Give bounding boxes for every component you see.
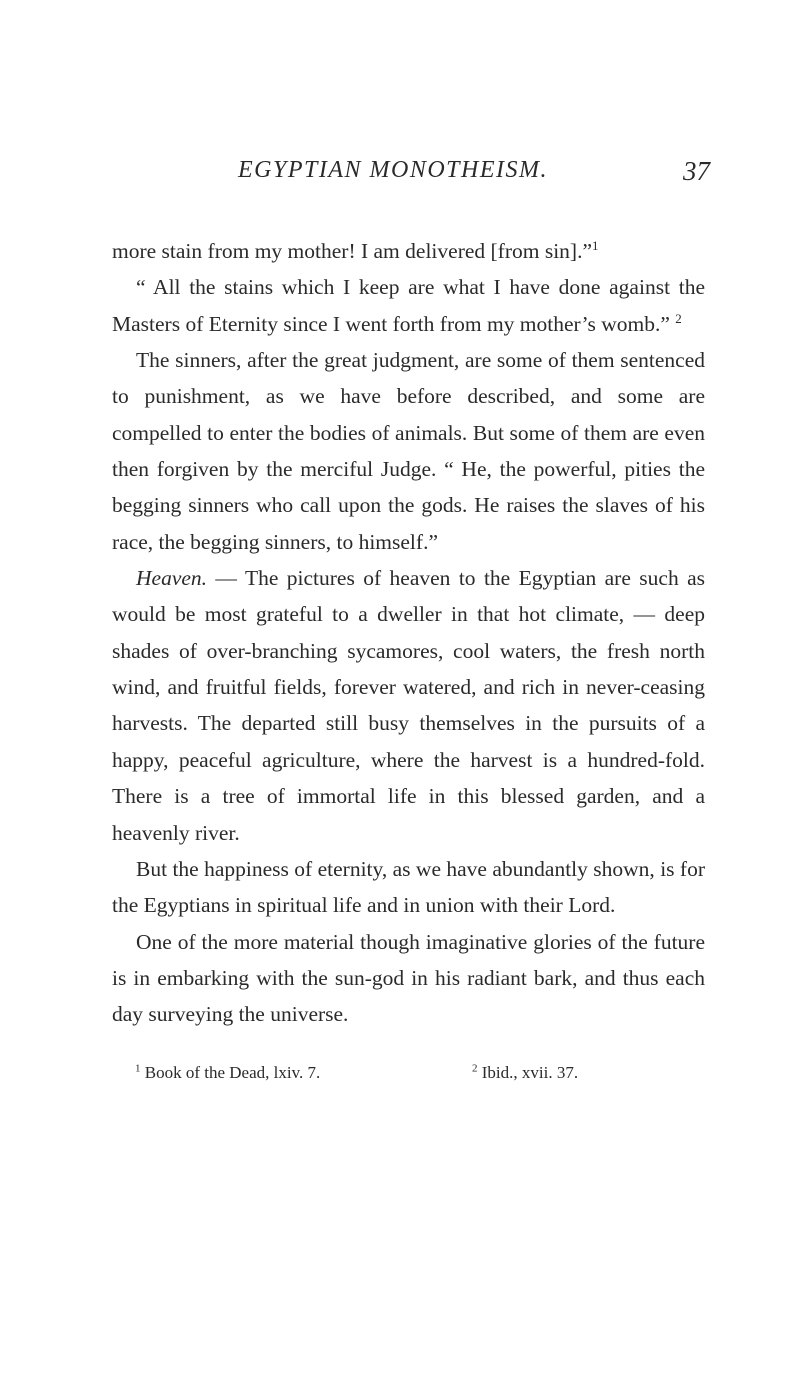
paragraph-glories: One of the more material though imaginative glories of the future is in embarking with the sun-god in his radiant bark, and thus each day surveying the universe. (112, 929, 705, 1027)
running-head (0, 157, 800, 197)
footnote-text: Ibid., xvii. 37. (477, 1063, 579, 1082)
footnote-mark: 1 (135, 1062, 141, 1075)
footnote-text: Book of the Dead, lxiv. 7. (140, 1063, 321, 1082)
footnote-mark: 2 (472, 1062, 478, 1075)
footnote-2 (472, 1061, 578, 1085)
footnote-ref: 2 (675, 310, 682, 326)
footnote-ref: 1 (592, 237, 599, 253)
footnote-1 (135, 1061, 320, 1085)
body-text (112, 233, 705, 1033)
page-number: 37 (683, 156, 710, 186)
paragraph-happiness: But the happiness of eternity, as we have abundantly shown, is for the Egyptians in spiritual life and in union with their Lord. (112, 856, 705, 918)
paragraph-text: — The pictures of heaven to the Egyptian are such as would be most grateful to a dweller in that hot climate, — deep shades of over-branching sycamores, cool waters, the fresh north wind, and fruitful fields, forever watered, and rich in never-ceasing harvests. The departed still busy themselves in the pursuits of a happy, peaceful agriculture, where the harvest is a hundred-fold. There is a tree of immortal life in this blessed garden, and a heavenly river. (112, 566, 705, 845)
paragraph-heaven (112, 560, 705, 851)
running-title: EGYPTIAN MONOTHEISM. (238, 157, 548, 183)
paragraph-sinners: The sinners, after the great judgment, are some of them sentenced to punishment, as we have before described, and some are compelled to enter the bodies of animals. But some of them are even then forgiven by the merciful Judge. “ He, the powerful, pities the begging sinners who call upon the gods. He raises the slaves of his race, the begging sinners, to himself.” (112, 348, 705, 554)
section-lead: Heaven. (136, 566, 208, 591)
paragraph-quote (112, 269, 705, 342)
paragraph-text: “ All the stains which I keep are what I have done against the Masters of Eternity since I went forth from my mother’s womb.” (112, 275, 705, 336)
paragraph-continuation (112, 233, 705, 269)
paragraph-text: more stain from my mother! I am delivered [from sin].” (112, 239, 593, 263)
